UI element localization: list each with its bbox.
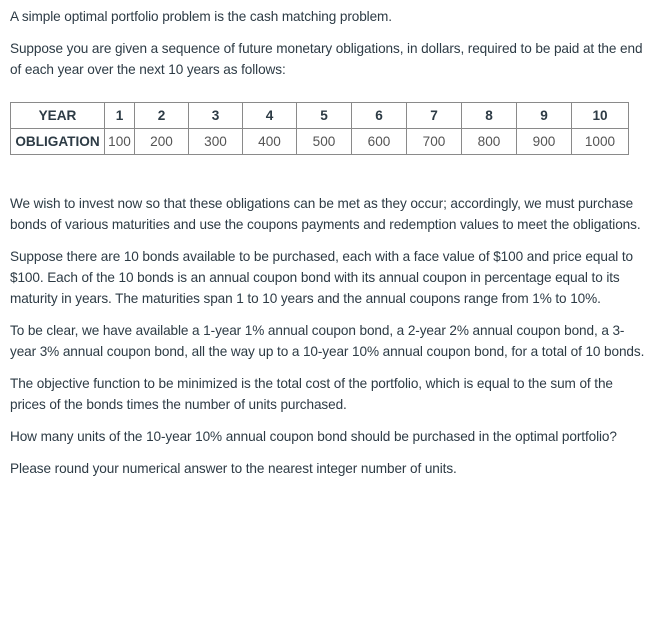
question-paragraph: How many units of the 10-year 10% annual coupon bond should be purchased in the optimal portfolio?	[10, 429, 617, 444]
clarification-paragraph: To be clear, we have available a 1-year 1% annual coupon bond, a 2-year 2% annual coupon bond, a 3-year 3% annual coupon bond, all the way up to a 10-year 10% annual coupon bond, for a total of 10 bonds.	[10, 323, 645, 359]
year-cell: 3	[189, 103, 243, 129]
obligation-cell: 800	[462, 129, 517, 155]
obligations-table	[10, 102, 629, 155]
invest-paragraph: We wish to invest now so that these obligations can be met as they occur; accordingly, we must purchase bonds of various maturities and use the coupons payments and redemption values to meet the obligations.	[10, 196, 641, 232]
objective-paragraph: The objective function to be minimized is the total cost of the portfolio, which is equal to the sum of the prices of the bonds times the number of units purchased.	[10, 376, 613, 412]
year-cell: 9	[517, 103, 572, 129]
year-cell: 5	[297, 103, 352, 129]
year-cell: 2	[135, 103, 189, 129]
obligation-cell: 900	[517, 129, 572, 155]
year-header: YEAR	[11, 103, 105, 129]
intro-paragraph: A simple optimal portfolio problem is the cash matching problem.	[10, 9, 392, 24]
obligation-cell: 100	[105, 129, 135, 155]
obligation-cell: 400	[243, 129, 297, 155]
sequence-paragraph: Suppose you are given a sequence of future monetary obligations, in dollars, required to be paid at the end of each year over the next 10 years as follows:	[10, 41, 643, 77]
obligation-header: OBLIGATION	[11, 129, 105, 155]
obligation-cell: 1000	[572, 129, 629, 155]
table-header-row	[11, 103, 629, 129]
year-cell: 7	[407, 103, 462, 129]
rounding-instruction: Please round your numerical answer to the nearest integer number of units.	[10, 461, 457, 476]
year-cell: 8	[462, 103, 517, 129]
year-cell: 1	[105, 103, 135, 129]
table-row	[11, 129, 629, 155]
year-cell: 4	[243, 103, 297, 129]
year-cell: 10	[572, 103, 629, 129]
obligation-cell: 600	[352, 129, 407, 155]
obligation-cell: 700	[407, 129, 462, 155]
obligation-cell: 200	[135, 129, 189, 155]
bonds-paragraph: Suppose there are 10 bonds available to be purchased, each with a face value of $100 and price equal to $100. Each of the 10 bonds is an annual coupon bond with its annual coupon in percentage equal to its maturity in years. The maturities span 1 to 10 years and the annual coupons range from 1% to 10%.	[10, 249, 634, 306]
question-content	[10, 6, 650, 490]
year-cell: 6	[352, 103, 407, 129]
obligation-cell: 300	[189, 129, 243, 155]
obligation-cell: 500	[297, 129, 352, 155]
